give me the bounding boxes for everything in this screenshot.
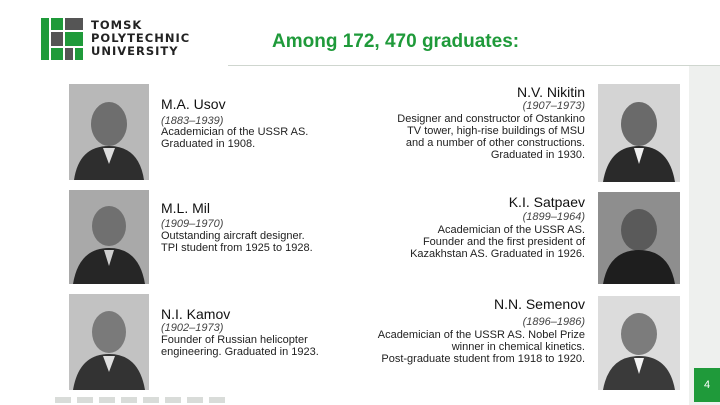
logo-line: UNIVERSITY xyxy=(91,44,179,58)
logo-text xyxy=(91,19,190,58)
person-description: Academician of the USSR AS. Founder and the first president of Kazakhstan AS. Graduated in 1926. xyxy=(410,224,585,260)
person-description: Founder of Russian helicopter engineering. Graduated in 1923. xyxy=(161,334,319,358)
person-description: Academician of the USSR AS. Graduated in 1908. xyxy=(161,126,309,150)
person-name: N.N. Semenov xyxy=(493,296,585,312)
person-years: (1896–1986) xyxy=(522,316,585,328)
slide-title: Among 172, 470 graduates: xyxy=(272,31,520,52)
logo-line: POLYTECHNIC xyxy=(91,31,191,45)
person-name: M.A. Usov xyxy=(161,96,226,112)
person-name: M.L. Mil xyxy=(161,200,210,216)
logo-mark-icon xyxy=(41,18,83,60)
portrait-kamov xyxy=(69,294,149,390)
logo-line: TOMSK xyxy=(91,18,143,32)
person-name: K.I. Satpaev xyxy=(508,194,585,210)
person-years: (1883–1939) xyxy=(161,115,224,127)
footer-decor xyxy=(55,397,225,403)
header-divider xyxy=(228,65,720,66)
person-description: Academician of the USSR AS. Nobel Prize winner in chemical kinetics. Post-graduate student from 1918 to 1920. xyxy=(377,329,585,365)
person-years: (1907–1973) xyxy=(522,100,585,112)
portrait-satpaev xyxy=(598,192,680,284)
portrait-mil xyxy=(69,190,149,284)
person-name: N.I. Kamov xyxy=(161,306,231,322)
university-logo xyxy=(41,18,191,64)
person-name: N.V. Nikitin xyxy=(517,84,585,100)
portrait-usov xyxy=(69,84,149,180)
person-years: (1899–1964) xyxy=(522,211,585,223)
person-years: (1909–1970) xyxy=(161,218,224,230)
portrait-nikitin xyxy=(598,84,680,182)
person-description: Designer and constructor of Ostankino TV tower, high-rise buildings of MSU and a number of other constructions. Graduated in 1930. xyxy=(397,113,585,161)
page-number: 4 xyxy=(694,368,720,402)
right-decor-bar xyxy=(689,66,720,405)
portrait-semenov xyxy=(598,296,680,390)
person-years: (1902–1973) xyxy=(161,322,224,334)
person-description: Outstanding aircraft designer. TPI student from 1925 to 1928. xyxy=(161,230,313,254)
